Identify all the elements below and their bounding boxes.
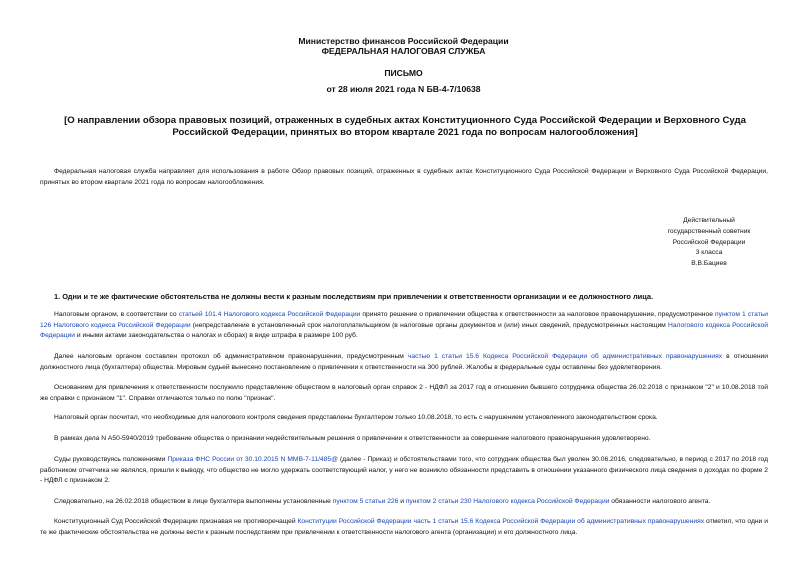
ministry-name: Министерство финансов Российской Федерации (298, 36, 509, 46)
p1-text-3: (непредставление в установленный срок налогоплательщиком (в налоговые органы документов и (или) иных сведений, предусмотренных настоящим (190, 321, 668, 329)
p8-text-1: Конституционный Суд Российской Федерации признавая не противоречащей (54, 518, 298, 525)
p7-text-2: и (398, 498, 406, 505)
p4-text: Налоговый орган посчитал, что необходимые для налогового контроля сведения представлены бухгалтером только 10.08.2018, то есть с нарушением установленного законодательством срока. (54, 414, 658, 421)
p1-text-1: Налоговым органом, в соответствии со (54, 311, 179, 318)
paragraph-3 (40, 383, 768, 404)
intro-paragraph (40, 167, 768, 188)
signature-line-2: государственный советник (667, 227, 751, 235)
signature-line-3: Российской Федерации (672, 238, 746, 246)
p1-text-4: и иными актами законодательства о налогах и сборах) в виде штрафа в размере 100 руб. (75, 332, 358, 339)
p6-text-1: Суды руководствуясь положениями (54, 456, 168, 463)
service-name: ФЕДЕРАЛЬНАЯ НАЛОГОВАЯ СЛУЖБА (321, 46, 486, 56)
link-koap-art-15-6-part-1[interactable]: часть 1 статьи 15.6 Кодекса Российской Федерации об административных правонарушениях (413, 518, 705, 525)
p8-text-3: отметил, что одни и те же фактические обстоятельства не должны вести к разным последствиям при привлечении к ответственности налогового агента (организации) и его должностного лица. (40, 518, 768, 536)
p5-text: В рамках дела N А50-5940/2019 требование общества о признании недействительным решения о привлечении к ответственности за совершение налогового правонарушения удовлетворено. (54, 435, 651, 442)
link-tax-code-art-126[interactable]: пунктом 1 статьи 126 Налогового кодекса Российской Федерации (40, 311, 769, 329)
intro-text: Федеральная налоговая служба направляет для использования в работе Обзор правовых позиций, отраженных в судебных актах Конституционного Суда Российской Федерации и Верховного Суда Российской Федерации, принятых во втором квартале 2021 года по вопросам налогообложения. (40, 168, 768, 186)
p2-text-1: Далее налоговым органом составлен протокол об административном правонарушении, предусмотренным (54, 353, 408, 360)
signature-line-1: Действительный (683, 217, 735, 224)
link-tax-code-art-230[interactable]: пунктом 2 статьи 230 Налогового кодекса Российской Федерации (405, 498, 610, 505)
paragraph-5 (40, 434, 768, 445)
document-title: [О направлении обзора правовых позиций, отраженных в судебных актах Конституционного Суда Российской Федерации и Верховного Суда Российской Федерации, принятых во втором квартале 2021 года по вопросам налогообложения] (64, 115, 746, 138)
paragraph-2 (40, 352, 768, 373)
p2-text-2: в отношении должностного лица (бухгалтера) общества. Мировым судьей вынесено постановление о привлечении к ответственности на 300 рублей. Жалобы в федеральные суды оставлены без удовлетворения. (40, 353, 768, 371)
p6-text-2: (далее - Приказ) и обстоятельствами того, что сотрудник общества был уволен 30.06.2016, следовательно, в период с 2017 по 2018 год работником отчетчика не являлся, пришли к выводу, что общество не могло удержать соответствующий налог, у него не возникло обязанности представить в отношении указанного физического лица сведения о доходах по форме 2 - НДФЛ с признаком 2. (40, 456, 768, 484)
link-tax-code-art-226[interactable]: пунктом 5 статьи 226 (332, 498, 399, 505)
link-fns-order[interactable]: Приказа ФНС России от 30.10.2015 N ММВ-7-11/485@ (167, 456, 338, 463)
link-koap-art-15-6[interactable]: частью 1 статьи 15.6 Кодекса Российской Федерации об административных правонарушениях (407, 353, 723, 360)
p7-text-1: Следовательно, на 26.02.2018 обществом в лице бухгалтера выполнены установленные (54, 498, 333, 505)
paragraph-4 (40, 413, 768, 424)
link-tax-code-art-101-4[interactable]: статьей 101.4 Налогового кодекса Российской Федерации (178, 311, 361, 318)
paragraph-1 (40, 310, 768, 342)
p1-text-2: принято решение о привлечении общества к ответственности за налоговое правонарушение, предусмотренное (360, 311, 715, 318)
paragraph-8 (40, 517, 768, 538)
link-tax-code[interactable]: Налогового кодекса Российской Федерации (40, 321, 768, 339)
document-date-number: от 28 июля 2021 года N БВ-4-7/10638 (326, 84, 481, 94)
document-type: ПИСЬМО (384, 68, 423, 78)
p3-text: Основанием для привлечения к ответственности послужило представление обществом в налоговый орган справок 2 - НДФЛ за 2017 год в отношении бывшего сотрудника общества 26.02.2018 с признаком "2" и 10.08.2018 той же справки с признаком "1". Справки отличаются только по полю "признак". (40, 384, 768, 402)
p7-text-3: обязанности налогового агента. (609, 498, 711, 505)
signature-name: В.В.Бациев (691, 260, 727, 268)
signature-line-4: 3 класса (695, 249, 723, 257)
link-constitution[interactable]: Конституции Российской Федерации (297, 518, 412, 525)
section-1-heading: 1. Одни и те же фактические обстоятельства не должны вести к разным последствиям при привлечении к ответственности организации и ее должностного лица. (54, 292, 654, 301)
paragraph-6 (40, 455, 768, 487)
paragraph-7 (40, 497, 768, 508)
signature-block (649, 216, 769, 270)
